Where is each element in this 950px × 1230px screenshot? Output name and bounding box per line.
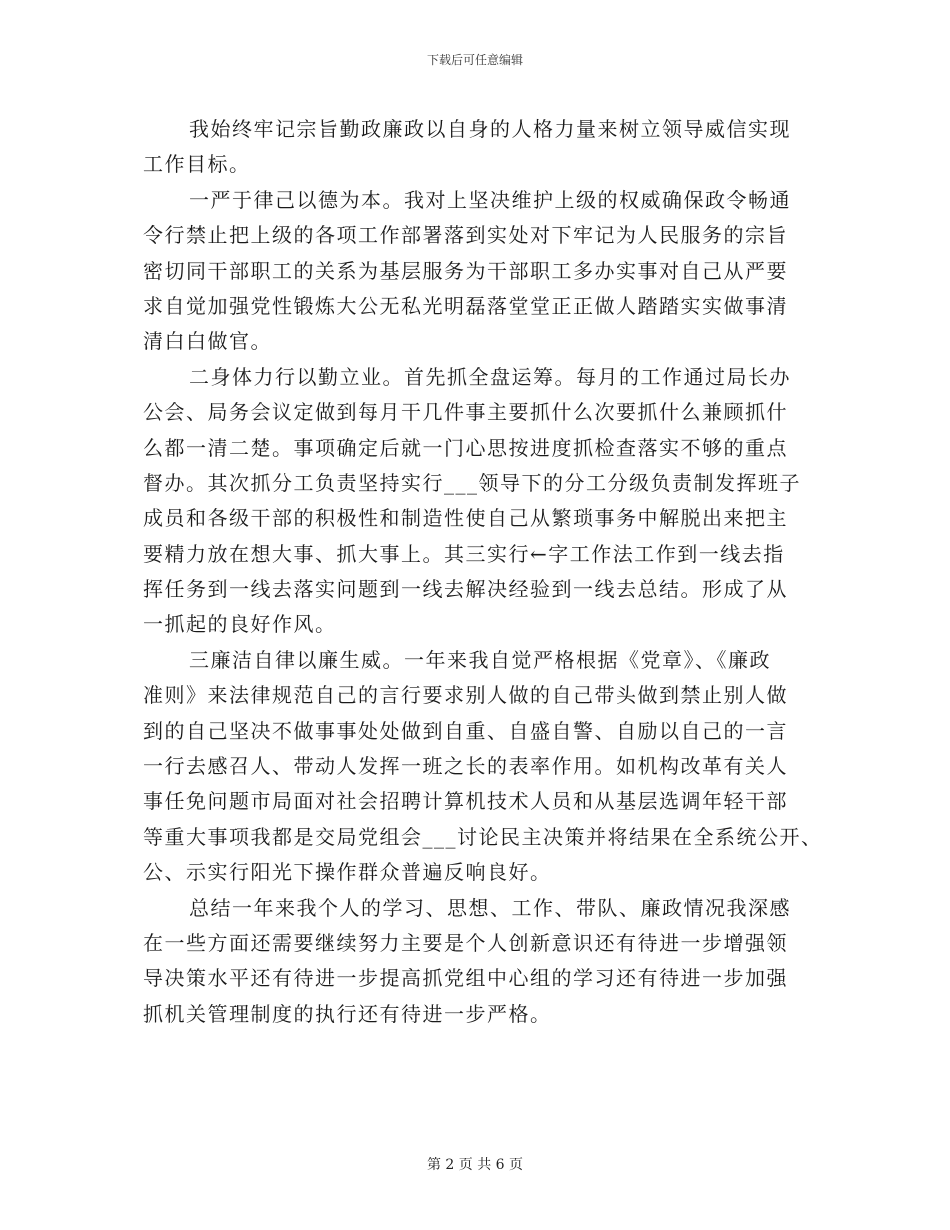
text-line: 二身体力行以勤立业。首先抓全盘运筹。每月的工作通过局长办 (189, 364, 791, 389)
document-body (143, 112, 833, 1032)
text-line: 令行禁止把上级的各项工作部署落到实处对下牢记为人民服务的宗旨 (143, 223, 788, 248)
text-line: 抓机关管理制度的执行还有待进一步严格。 (143, 1001, 552, 1026)
text-line: 一严于律己以德为本。我对上坚决维护上级的权威确保政令畅通 (189, 187, 791, 212)
text-line: 到的自己坚决不做事事处处做到自重、自盛自警、自励以自己的一言 (143, 718, 788, 743)
text-line: 工作目标。 (143, 152, 251, 177)
text-line: 密切同干部职工的关系为基层服务为干部职工多办实事对自己从严要 (143, 258, 788, 283)
text-line: 三廉洁自律以廉生威。一年来我自觉严格根据《党章》、《廉政 (189, 647, 771, 672)
page-header: 下载后可任意编辑 (426, 53, 523, 67)
text-line: 么都一清二楚。事项确定后就一门心思按进度抓检查落实不够的重点 (143, 435, 788, 460)
text-line: 等重大事项我都是交局党组会___讨论民主决策并将结果在全系统公开、 (143, 824, 823, 849)
text-line: 一抓起的良好作风。 (143, 612, 337, 637)
text-line: 我始终牢记宗旨勤政廉政以自身的人格力量来树立领导威信实现 (189, 117, 791, 141)
text-line: 一行去感召人、带动人发挥一班之长的表率作用。如机构改革有关人 (143, 754, 788, 779)
text-line: 求自觉加强党性锻炼大公无私光明磊落堂堂正正做人踏踏实实做事清 (143, 293, 788, 318)
text-line: 总结一年来我个人的学习、思想、工作、带队、廉政情况我深感 (189, 895, 791, 920)
page-number: 第 2 页 共 6 页 (426, 1157, 524, 1173)
text-line: 公、示实行阳光下操作群众普遍反响良好。 (143, 860, 552, 885)
text-line: 导决策水平还有待进一步提高抓党组中心组的学习还有待进一步加强 (143, 966, 788, 991)
text-line: 督办。其次抓分工负责坚持实行___领导下的分工分级负责制发挥班子 (143, 470, 801, 495)
text-line: 准则》来法律规范自己的言行要求别人做的自己带头做到禁止别人做 (143, 683, 788, 708)
text-line: 公会、局务会议定做到每月干几件事主要抓什么次要抓什么兼顾抓什 (143, 400, 788, 425)
text-line: 事任免问题市局面对社会招聘计算机技术人员和从基层选调年轻干部 (143, 789, 788, 814)
text-line: 清白白做官。 (143, 329, 272, 354)
text-line: 要精力放在想大事、抓大事上。其三实行←字工作法工作到一线去指 (143, 541, 785, 566)
text-line: 挥任务到一线去落实问题到一线去解决经验到一线去总结。形成了从 (143, 577, 788, 602)
text-line: 成员和各级干部的积极性和制造性使自己从繁琐事务中解脱出来把主 (143, 506, 788, 531)
text-line: 在一些方面还需要继续努力主要是个人创新意识还有待进一步增强领 (143, 930, 788, 955)
